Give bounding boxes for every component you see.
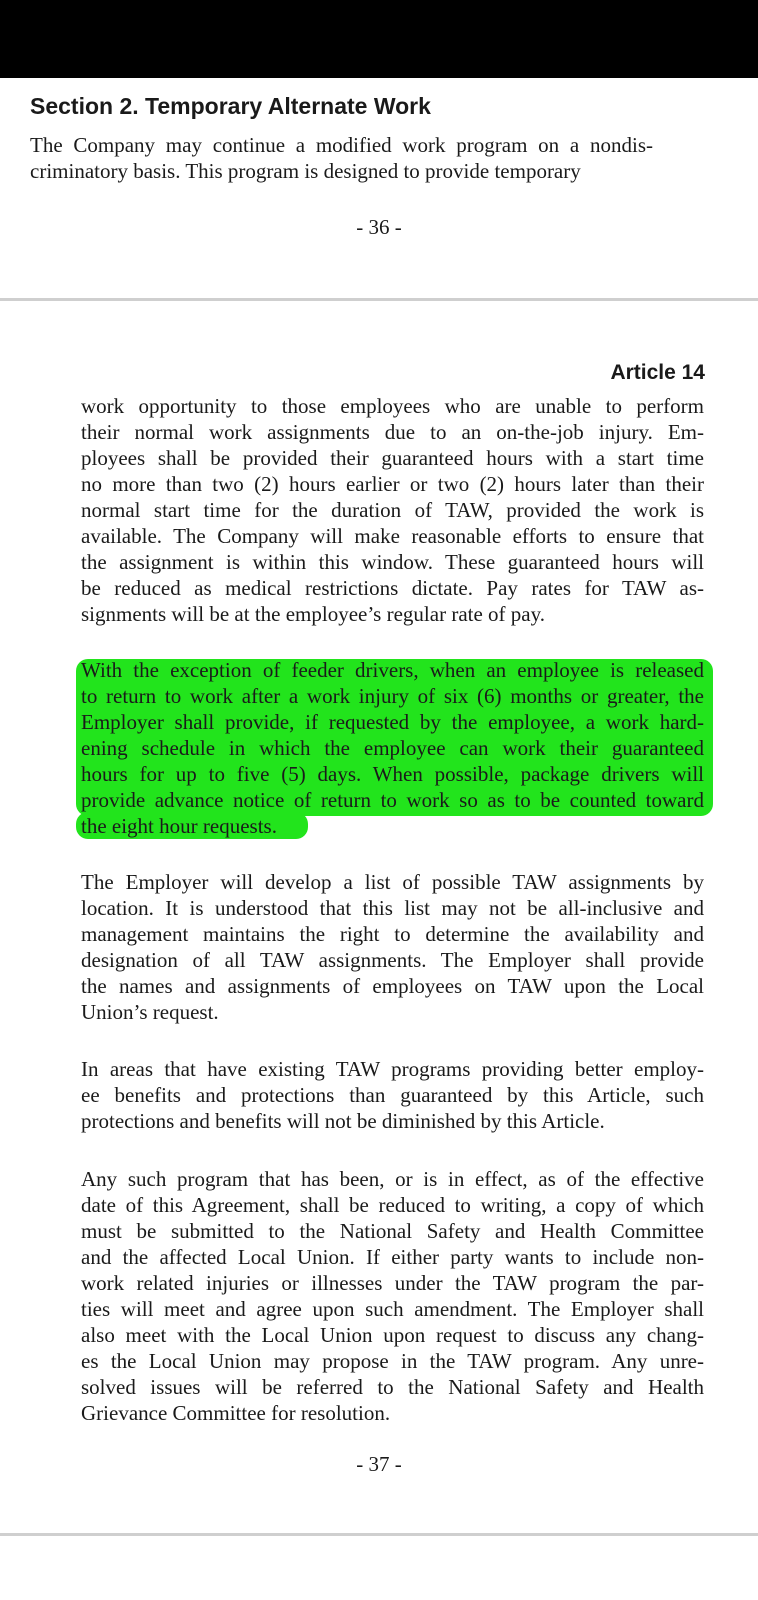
text-line: ties will meet and agree upon such amendment. The Employer shall <box>81 1297 704 1321</box>
page-number-36: - 36 - <box>356 215 402 239</box>
text-line: Any such program that has been, or is in effect, as of the effective <box>81 1167 704 1191</box>
text-line: ployees shall be provided their guaranteed hours with a start time <box>81 446 704 470</box>
text-line: the names and assignments of employees on TAW upon the Local <box>81 974 704 998</box>
text-line: hours for up to five (5) days. When possible, package drivers will <box>81 762 704 786</box>
text-line: In areas that have existing TAW programs providing better employ- <box>81 1057 704 1081</box>
text-line: work opportunity to those employees who are unable to perform <box>81 394 704 418</box>
text-line: With the exception of feeder drivers, when an employee is released <box>81 658 704 682</box>
article-header: Article 14 <box>610 361 705 384</box>
page-number-37: - 37 - <box>356 1452 402 1476</box>
text-line: Grievance Committee for resolution. <box>81 1401 391 1425</box>
text-line: the eight hour requests. <box>81 814 277 838</box>
text-line: ee benefits and protections than guaranteed by this Article, such <box>81 1083 704 1107</box>
text-line: provide advance notice of return to work so as to be counted toward <box>81 788 704 812</box>
text-line: The Employer will develop a list of possible TAW assignments by <box>81 870 704 894</box>
text-line: no more than two (2) hours earlier or two (2) hours later than their <box>81 472 704 496</box>
page-divider <box>0 298 758 301</box>
text-line: their normal work assignments due to an on-the-job injury. Em- <box>81 420 704 444</box>
text-line: be reduced as medical restrictions dictate. Pay rates for TAW as- <box>81 576 704 600</box>
text-line: to return to work after a work injury of six (6) months or greater, the <box>81 684 704 708</box>
paragraph-work-hardening-highlighted <box>81 657 704 839</box>
text-line: The Company may continue a modified work program on a nondis- <box>30 133 653 157</box>
paragraph-program-in-writing <box>81 1166 704 1426</box>
text-line: and the affected Local Union. If either party wants to include non- <box>81 1245 704 1269</box>
section-title: Section 2. Temporary Alternate Work <box>30 93 431 119</box>
paragraph-taw-assignments-list <box>81 869 704 1025</box>
text-line: available. The Company will make reasonable efforts to ensure that <box>81 524 704 548</box>
text-line: criminatory basis. This program is designed to provide temporary <box>30 159 581 183</box>
text-line: es the Local Union may propose in the TAW program. Any unre- <box>81 1349 704 1373</box>
text-line: date of this Agreement, shall be reduced to writing, a copy of which <box>81 1193 704 1217</box>
text-line: protections and benefits will not be diminished by this Article. <box>81 1109 605 1133</box>
text-line: Employer shall provide, if requested by the employee, a work hard- <box>81 710 704 734</box>
text-line: the assignment is within this window. These guaranteed hours will <box>81 550 704 574</box>
text-line: must be submitted to the National Safety and Health Committee <box>81 1219 704 1243</box>
text-line: normal start time for the duration of TAW, provided the work is <box>81 498 704 522</box>
text-line: ening schedule in which the employee can work their guaranteed <box>81 736 704 760</box>
paragraph-existing-programs <box>81 1056 704 1134</box>
text-line: designation of all TAW assignments. The Employer shall provide <box>81 948 704 972</box>
page-divider <box>0 1533 758 1536</box>
text-line: solved issues will be referred to the National Safety and Health <box>81 1375 704 1399</box>
text-line: Union’s request. <box>81 1000 219 1024</box>
paragraph-taw-opportunity <box>81 393 704 627</box>
intro-paragraph <box>30 132 653 184</box>
text-line: signments will be at the employee’s regular rate of pay. <box>81 602 545 626</box>
text-line: location. It is understood that this list may not be all-inclusive and <box>81 896 704 920</box>
text-line: management maintains the right to determine the availability and <box>81 922 704 946</box>
text-line: also meet with the Local Union upon request to discuss any chang- <box>81 1323 704 1347</box>
text-line: work related injuries or illnesses under the TAW program the par- <box>81 1271 704 1295</box>
top-black-bar <box>0 0 758 78</box>
